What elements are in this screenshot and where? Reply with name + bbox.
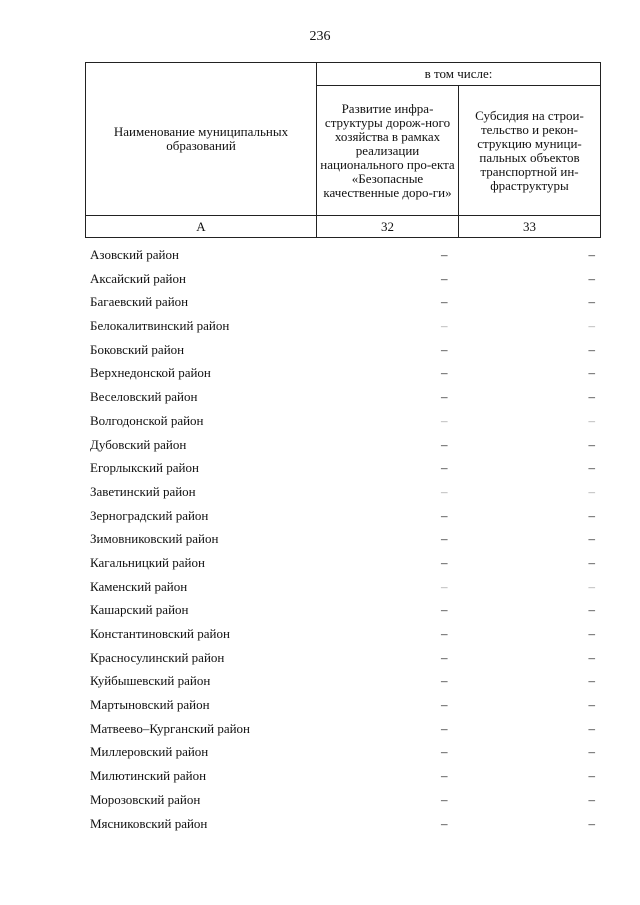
row-value-32: – bbox=[441, 483, 448, 499]
row-value-33: – bbox=[588, 673, 595, 689]
row-value-32: – bbox=[441, 791, 448, 807]
table-row bbox=[85, 598, 601, 622]
table-row bbox=[85, 290, 601, 314]
row-value-33: – bbox=[588, 554, 595, 570]
row-value-33: – bbox=[588, 507, 595, 523]
table-row bbox=[85, 551, 601, 575]
row-value-33: – bbox=[588, 483, 595, 499]
header-index-a: А bbox=[86, 216, 317, 238]
table-row bbox=[85, 646, 601, 670]
header-group-label: в том числе: bbox=[317, 63, 601, 86]
table-row bbox=[85, 361, 601, 385]
row-value-33: – bbox=[588, 460, 595, 476]
row-name: Веселовский район bbox=[90, 389, 198, 405]
row-name: Волгодонской район bbox=[90, 412, 204, 428]
table-row bbox=[85, 764, 601, 788]
row-name: Куйбышевский район bbox=[90, 673, 211, 689]
table-row bbox=[85, 740, 601, 764]
row-value-32: – bbox=[441, 341, 448, 357]
table-row bbox=[85, 575, 601, 599]
row-name: Заветинский район bbox=[90, 483, 196, 499]
row-name: Миллеровский район bbox=[90, 744, 209, 760]
row-value-32: – bbox=[441, 318, 448, 334]
row-value-32: – bbox=[441, 673, 448, 689]
row-value-32: – bbox=[441, 649, 448, 665]
header-index-33: 33 bbox=[459, 216, 601, 238]
header-index-32: 32 bbox=[317, 216, 459, 238]
table-row bbox=[85, 669, 601, 693]
row-value-32: – bbox=[441, 389, 448, 405]
row-value-32: – bbox=[441, 697, 448, 713]
row-name: Милютинский район bbox=[90, 768, 207, 784]
row-value-32: – bbox=[441, 578, 448, 594]
row-value-32: – bbox=[441, 554, 448, 570]
table-row bbox=[85, 717, 601, 741]
row-name: Константиновский район bbox=[90, 626, 230, 641]
row-value-32: – bbox=[441, 365, 448, 381]
table-row bbox=[85, 527, 601, 551]
header-col-32: Развитие инфра-структуры дорож-ного хозяйства в рамках реализации национального про-екта «Безопасные качественные доро-ги» bbox=[317, 86, 459, 216]
row-value-33: – bbox=[588, 294, 595, 310]
row-value-33: – bbox=[588, 697, 595, 713]
row-name: Верхнедонской район bbox=[90, 365, 211, 381]
table-row bbox=[85, 456, 601, 480]
table-row bbox=[85, 409, 601, 433]
table-body bbox=[85, 243, 601, 835]
row-value-33: – bbox=[588, 270, 595, 286]
header-col-33: Субсидия на строи-тельство и рекон-струкцию муници-пальных объектов транспортной ин-фраструктуры bbox=[459, 86, 601, 216]
table-row bbox=[85, 314, 601, 338]
table-row bbox=[85, 788, 601, 812]
table-row bbox=[85, 338, 601, 362]
row-value-33: – bbox=[588, 412, 595, 428]
row-value-32: – bbox=[441, 768, 448, 784]
row-value-32: – bbox=[441, 436, 448, 452]
row-value-33: – bbox=[588, 247, 595, 262]
row-name: Дубовский район bbox=[90, 436, 187, 452]
row-name: Мартыновский район bbox=[90, 697, 210, 713]
row-value-32: – bbox=[441, 294, 448, 310]
row-name: Белокалитвинский район bbox=[90, 318, 230, 334]
table-header bbox=[85, 62, 601, 238]
row-value-33: – bbox=[588, 578, 595, 594]
row-value-33: – bbox=[588, 815, 595, 831]
row-name: Зимовниковский район bbox=[90, 531, 219, 547]
row-name: Азовский район bbox=[90, 247, 179, 262]
table-row bbox=[85, 433, 601, 457]
row-name: Кагальницкий район bbox=[90, 554, 205, 570]
row-value-33: – bbox=[588, 720, 595, 736]
table-row bbox=[85, 385, 601, 409]
row-name: Морозовский район bbox=[90, 791, 201, 807]
page-number: 236 bbox=[309, 29, 331, 44]
table-row bbox=[85, 504, 601, 528]
table-row bbox=[85, 693, 601, 717]
row-value-33: – bbox=[588, 531, 595, 547]
row-value-32: – bbox=[441, 815, 448, 831]
row-name: Егорлыкский район bbox=[90, 460, 199, 476]
table-row bbox=[85, 243, 601, 267]
row-value-33: – bbox=[588, 436, 595, 452]
table-row bbox=[85, 480, 601, 504]
row-value-32: – bbox=[441, 744, 448, 760]
row-value-32: – bbox=[441, 626, 448, 641]
row-name: Кашарский район bbox=[90, 602, 189, 618]
row-value-33: – bbox=[588, 768, 595, 784]
row-value-33: – bbox=[588, 602, 595, 618]
row-value-32: – bbox=[441, 270, 448, 286]
row-value-32: – bbox=[441, 460, 448, 476]
row-value-33: – bbox=[588, 791, 595, 807]
row-name: Мясниковский район bbox=[90, 815, 208, 831]
table-row bbox=[85, 812, 601, 836]
row-name: Аксайский район bbox=[90, 270, 186, 286]
header-name-column: Наименование муниципальных образований bbox=[86, 63, 317, 216]
row-name: Красносулинский район bbox=[90, 649, 225, 665]
row-value-33: – bbox=[588, 744, 595, 760]
table-row bbox=[85, 267, 601, 291]
row-value-33: – bbox=[588, 649, 595, 665]
row-value-32: – bbox=[441, 531, 448, 547]
row-value-32: – bbox=[441, 720, 448, 736]
row-value-32: – bbox=[441, 602, 448, 618]
row-value-32: – bbox=[441, 412, 448, 428]
row-value-32: – bbox=[441, 507, 448, 523]
row-name: Матвеево–Курганский район bbox=[90, 720, 251, 736]
row-value-33: – bbox=[588, 626, 595, 641]
row-value-33: – bbox=[588, 341, 595, 357]
row-name: Каменский район bbox=[90, 578, 188, 594]
row-name: Боковский район bbox=[90, 341, 185, 357]
row-value-33: – bbox=[588, 389, 595, 405]
row-name: Багаевский район bbox=[90, 294, 189, 310]
row-value-33: – bbox=[588, 318, 595, 334]
row-name: Зерноградский район bbox=[90, 507, 209, 523]
table-row bbox=[85, 622, 601, 646]
row-value-32: – bbox=[441, 247, 448, 262]
row-value-33: – bbox=[588, 365, 595, 381]
